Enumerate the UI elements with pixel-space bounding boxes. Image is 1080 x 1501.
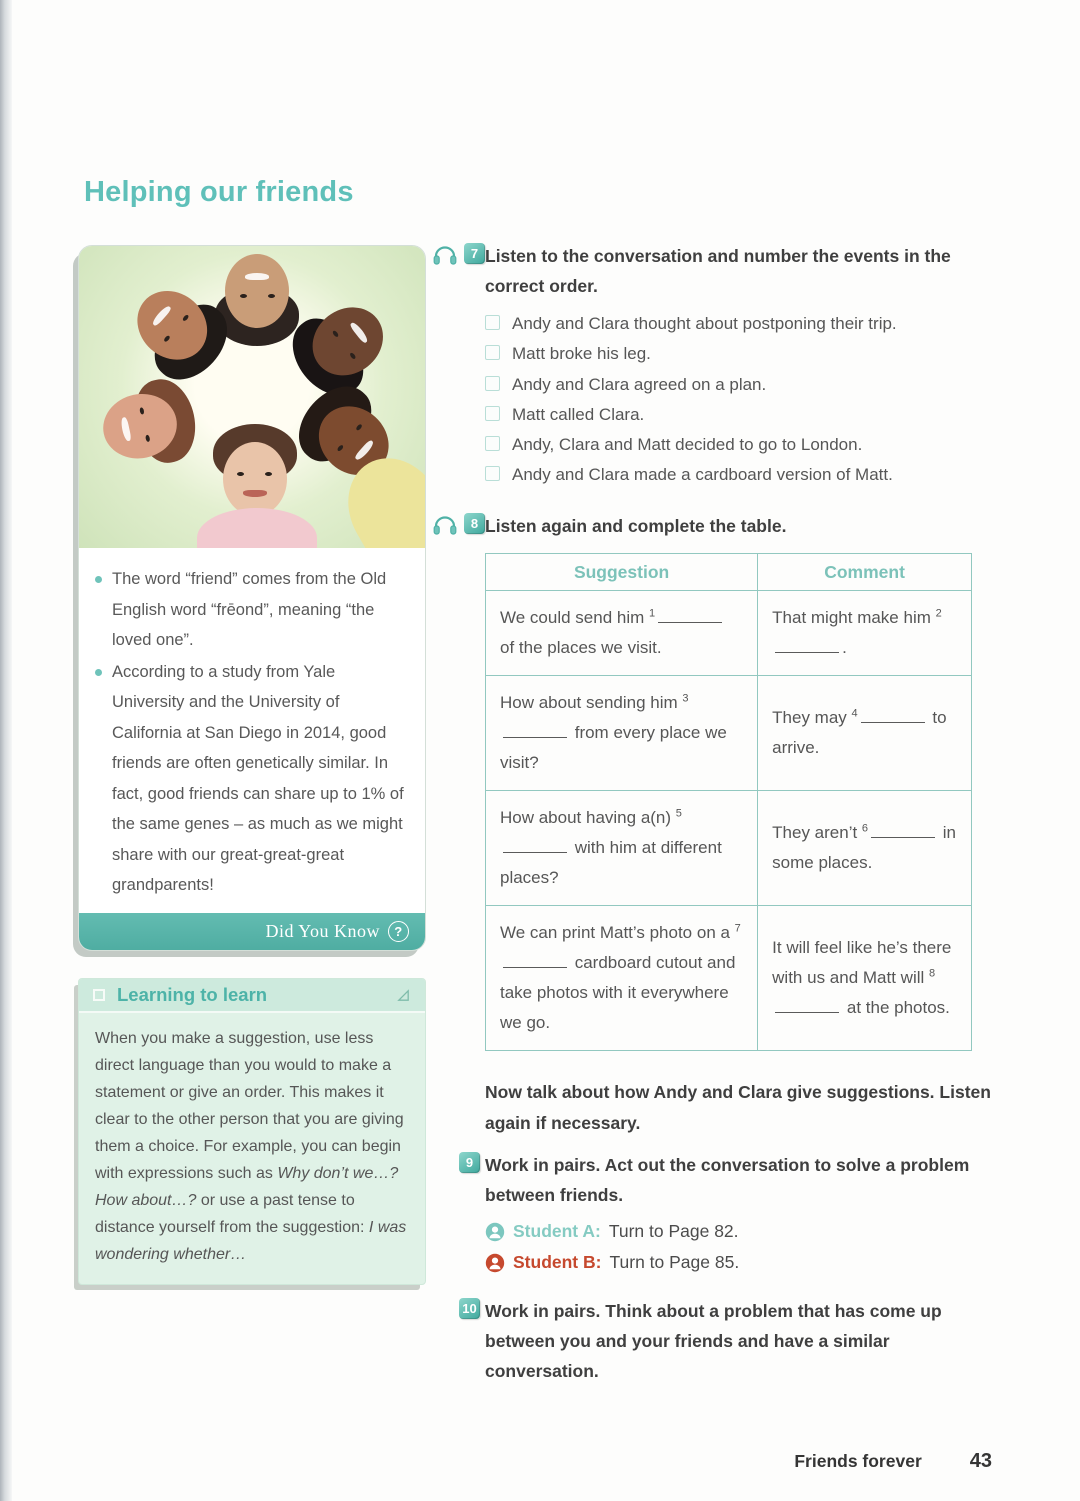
fact-item <box>95 657 409 901</box>
fill-in-blank[interactable] <box>861 709 925 723</box>
order-item-label: Andy, Clara and Matt decided to go to London. <box>512 435 863 455</box>
order-item <box>485 460 992 490</box>
learning-to-learn-header <box>79 979 425 1013</box>
friends-photo <box>79 246 425 548</box>
fill-in-blank[interactable] <box>503 839 567 853</box>
page-title: Helping our friends <box>84 176 354 208</box>
table-row <box>486 591 972 676</box>
checkbox-square[interactable] <box>485 406 500 421</box>
fact-text: The word “friend” comes from the Old English word “frēond”, meaning “the loved one”. <box>112 570 387 649</box>
bullet-icon <box>95 669 102 676</box>
suggestion-cell: We can print Matt’s photo on a $^7$ cardboard cutout and take photos with it everywhere we go. <box>486 906 758 1051</box>
table-header-suggestion: Suggestion <box>486 554 758 591</box>
student-b-label: Student B: <box>513 1252 602 1272</box>
order-item-label: Andy and Clara made a cardboard version of Matt. <box>512 465 893 485</box>
order-item <box>485 339 992 369</box>
checkbox-square[interactable] <box>485 345 500 360</box>
order-item-label: Matt broke his leg. <box>512 344 651 364</box>
comment-cell: They may $^4$ to arrive. <box>758 676 972 791</box>
did-you-know-band <box>79 913 425 950</box>
checkbox-square[interactable] <box>485 436 500 451</box>
person-icon <box>485 1253 505 1273</box>
exercise-9 <box>432 1150 992 1278</box>
headphones-icon <box>432 243 458 266</box>
page-footer <box>794 1450 992 1473</box>
person-icon <box>485 1222 505 1242</box>
exercise-number-badge: 9 <box>459 1152 480 1173</box>
exercise-8 <box>432 511 992 1139</box>
checkbox-square[interactable] <box>485 466 500 481</box>
order-item-label: Andy and Clara thought about postponing their trip. <box>512 314 897 333</box>
exercise-7-instruction: Listen to the conversation and number the events in the correct order. <box>485 246 951 296</box>
book-title: Friends forever <box>794 1451 922 1471</box>
table-header-comment: Comment <box>758 554 972 591</box>
exercise-9-instruction: Work in pairs. Act out the conversation to solve a problem between friends. <box>485 1155 970 1205</box>
exercise-10 <box>432 1296 992 1386</box>
order-events-list <box>485 309 992 491</box>
comment-cell: It will feel like he’s there with us and Matt will $^8$ at the photos. <box>758 906 972 1051</box>
learning-to-learn-box <box>78 978 426 1285</box>
bullet-icon <box>95 576 102 583</box>
learning-to-learn-body: When you make a suggestion, use less direct language than you would to make a statement or give an order. This makes it clear to the other person that you are giving them a choice. For example, you can begin with expressions such as Why don’t we…? How about…? or use a past tense to distance yourself from the suggestion: I was wondering whether… <box>95 1030 407 1263</box>
student-a-instruction: Turn to Page 82. <box>608 1221 739 1241</box>
photo-face <box>90 382 191 471</box>
suggestion-cell: We could send him $^1$ of the places we visit. <box>486 591 758 676</box>
comment-cell: They aren’t $^6$ in some places. <box>758 791 972 906</box>
comment-cell: That might make him $^2$. <box>758 591 972 676</box>
fact-text: According to a study from Yale University and the University of California at San Diego in 2014, good friends are often genetically similar. In fact, good friends can share up to 1% of the same genes – as much as we might share with our great-great-great grandparents! <box>112 662 404 894</box>
student-a-label: Student A: <box>513 1221 601 1241</box>
order-item <box>485 370 992 400</box>
did-you-know-card <box>78 245 426 951</box>
page-edge-shadow <box>0 0 12 1501</box>
exercise-number-badge: 7 <box>464 243 485 264</box>
fill-in-blank[interactable] <box>503 724 567 738</box>
exercise-8-instruction: Listen again and complete the table. <box>485 516 787 536</box>
order-item-label: Matt called Clara. <box>512 404 645 424</box>
checkbox-square[interactable] <box>485 376 500 391</box>
photo-shirt <box>197 508 317 548</box>
learning-to-learn-title: Learning to learn <box>117 984 268 1005</box>
exercise-8-follow-up: Now talk about how Andy and Clara give suggestions. Listen again if necessary. <box>485 1082 991 1133</box>
photo-face <box>221 248 293 336</box>
fill-in-blank[interactable] <box>503 954 567 968</box>
fact-item <box>95 564 409 656</box>
fill-in-blank[interactable] <box>871 824 935 838</box>
exercise-number-badge: 10 <box>459 1298 480 1319</box>
photo-face <box>290 287 404 398</box>
headphones-icon <box>432 513 458 536</box>
student-b-line <box>485 1247 992 1278</box>
did-you-know-facts <box>79 548 425 913</box>
student-b-instruction: Turn to Page 85. <box>609 1252 740 1272</box>
fill-in-blank[interactable] <box>658 609 722 623</box>
triangle-outline-icon <box>396 988 411 1003</box>
order-item <box>485 309 992 339</box>
order-item-label: Andy and Clara agreed on a plan. <box>512 374 767 394</box>
checkbox-square[interactable] <box>485 315 500 330</box>
suggestion-cell: How about sending him $^3$ from every place we visit? <box>486 676 758 791</box>
square-outline-icon <box>93 989 105 1001</box>
student-roles-list <box>485 1216 992 1278</box>
student-a-line <box>485 1216 992 1247</box>
page-number: 43 <box>969 1450 992 1472</box>
exercise-10-instruction: Work in pairs. Think about a problem that has come up between you and your friends and have a similar conversation. <box>485 1301 942 1381</box>
table-row <box>486 676 972 791</box>
exercise-number-badge: 8 <box>464 513 485 534</box>
suggestion-cell: How about having a(n) $^5$ with him at different places? <box>486 791 758 906</box>
did-you-know-label: Did You Know <box>265 920 380 941</box>
circled-question-mark-icon: ? <box>388 921 409 942</box>
order-item <box>485 400 992 430</box>
fill-in-blank[interactable] <box>775 639 839 653</box>
suggestion-comment-table <box>485 553 972 1051</box>
fill-in-blank[interactable] <box>775 999 839 1013</box>
exercise-7 <box>432 241 992 491</box>
table-row <box>486 791 972 906</box>
photo-face <box>116 270 230 382</box>
table-row <box>486 906 972 1051</box>
order-item <box>485 430 992 460</box>
